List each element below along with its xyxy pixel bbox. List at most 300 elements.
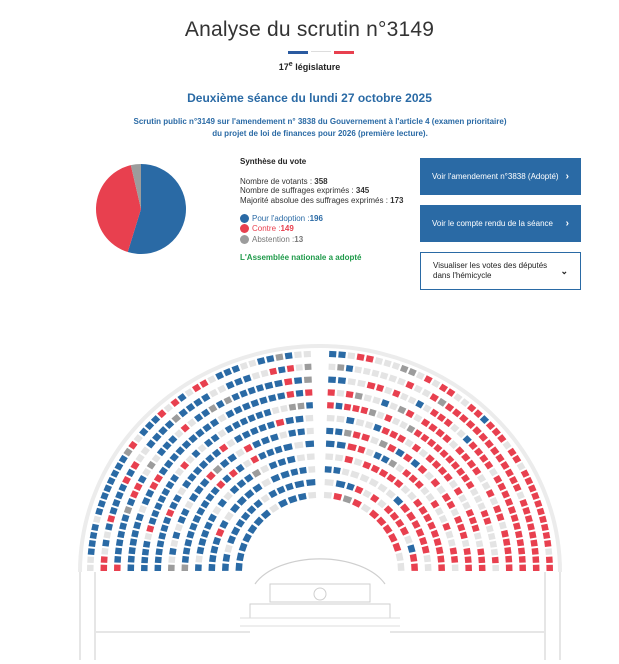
seat bbox=[252, 483, 262, 492]
seat bbox=[141, 557, 148, 563]
seat bbox=[469, 517, 477, 525]
seat bbox=[397, 406, 406, 414]
seat bbox=[446, 388, 455, 397]
chevron-right-icon: › bbox=[565, 170, 569, 182]
seat bbox=[289, 404, 296, 411]
seat bbox=[280, 471, 290, 479]
seat bbox=[381, 399, 390, 407]
seat bbox=[107, 515, 115, 523]
seat bbox=[109, 507, 117, 515]
seat bbox=[161, 488, 170, 496]
seat bbox=[437, 398, 446, 407]
seat bbox=[217, 385, 226, 394]
seat bbox=[347, 443, 357, 451]
seat bbox=[184, 539, 192, 547]
seat bbox=[448, 539, 456, 547]
seat bbox=[461, 453, 470, 462]
seat bbox=[406, 511, 416, 521]
seat bbox=[472, 467, 481, 476]
seat bbox=[305, 389, 312, 396]
seat bbox=[278, 499, 288, 508]
seat bbox=[216, 528, 225, 537]
view-report-label: Voir le compte rendu de la séance bbox=[432, 218, 553, 228]
seat bbox=[193, 466, 202, 475]
seat bbox=[419, 449, 428, 458]
seat bbox=[445, 455, 454, 464]
seat bbox=[401, 485, 411, 494]
seat bbox=[224, 511, 234, 521]
seat bbox=[218, 429, 227, 438]
seat bbox=[473, 409, 482, 418]
seat bbox=[457, 524, 465, 532]
view-report-button[interactable] bbox=[420, 205, 581, 242]
seat bbox=[165, 481, 174, 489]
seat bbox=[122, 476, 131, 484]
seat bbox=[516, 491, 525, 499]
seat bbox=[252, 440, 261, 449]
seat bbox=[405, 410, 414, 419]
seat bbox=[424, 375, 433, 383]
seat bbox=[504, 547, 511, 554]
seat bbox=[222, 563, 229, 570]
seat bbox=[261, 510, 271, 520]
seat bbox=[261, 494, 270, 503]
seat bbox=[467, 404, 476, 413]
seat bbox=[541, 524, 549, 531]
seat bbox=[508, 506, 516, 514]
seat bbox=[115, 491, 124, 499]
seat bbox=[111, 469, 120, 477]
seat bbox=[355, 486, 364, 494]
seat bbox=[252, 469, 261, 478]
seat bbox=[158, 426, 168, 435]
seat bbox=[379, 440, 388, 449]
seat bbox=[372, 397, 381, 405]
seat bbox=[364, 394, 372, 402]
seat bbox=[474, 495, 483, 503]
seat bbox=[496, 513, 504, 521]
seat bbox=[182, 564, 189, 571]
votants-count: Nombre de votants : 358 bbox=[240, 176, 328, 186]
seat bbox=[486, 525, 494, 532]
seat bbox=[224, 544, 232, 553]
seat bbox=[472, 426, 482, 435]
seat bbox=[403, 453, 413, 462]
seat bbox=[370, 436, 379, 444]
seat bbox=[239, 390, 248, 398]
seat bbox=[423, 404, 432, 413]
seat bbox=[192, 384, 201, 393]
seat bbox=[253, 499, 262, 508]
seat bbox=[357, 354, 365, 361]
seat bbox=[201, 500, 210, 509]
seat bbox=[126, 469, 135, 477]
seat bbox=[492, 557, 499, 563]
seat bbox=[226, 381, 235, 389]
seat bbox=[102, 540, 109, 547]
seat bbox=[478, 557, 485, 564]
seat bbox=[128, 547, 135, 554]
seat bbox=[367, 382, 376, 390]
seat bbox=[369, 409, 377, 417]
seat bbox=[201, 409, 210, 418]
seat bbox=[529, 531, 537, 538]
seat bbox=[239, 542, 248, 551]
seat bbox=[395, 448, 405, 457]
seat bbox=[152, 454, 161, 463]
seat bbox=[497, 434, 506, 443]
seat bbox=[346, 417, 355, 424]
seat bbox=[219, 444, 228, 453]
seat bbox=[231, 526, 240, 535]
seat bbox=[329, 351, 336, 358]
seat bbox=[305, 415, 313, 422]
seat bbox=[335, 403, 342, 410]
seat bbox=[347, 352, 355, 359]
seat bbox=[209, 389, 218, 398]
seat bbox=[209, 555, 216, 563]
seat bbox=[328, 364, 335, 371]
seat bbox=[501, 530, 509, 538]
seat bbox=[210, 418, 219, 427]
seat bbox=[435, 507, 444, 516]
seat bbox=[478, 433, 488, 442]
seat bbox=[466, 481, 475, 489]
seat bbox=[400, 365, 409, 373]
seat bbox=[119, 522, 127, 530]
seat bbox=[431, 478, 441, 487]
seat bbox=[477, 502, 485, 510]
seat bbox=[199, 460, 208, 469]
seat bbox=[115, 547, 122, 554]
seat bbox=[277, 392, 285, 399]
seat bbox=[212, 449, 221, 458]
seat bbox=[159, 467, 168, 476]
seat bbox=[463, 435, 472, 444]
seat bbox=[283, 443, 293, 451]
seat bbox=[328, 376, 336, 383]
seat bbox=[304, 351, 311, 358]
seat bbox=[484, 461, 493, 470]
seat bbox=[213, 537, 221, 545]
seat bbox=[146, 439, 155, 448]
seat bbox=[157, 540, 165, 547]
seat bbox=[240, 417, 249, 425]
seat bbox=[298, 493, 307, 501]
seat bbox=[386, 474, 396, 483]
seat bbox=[211, 486, 220, 495]
seat bbox=[247, 505, 256, 514]
seat bbox=[219, 520, 228, 529]
visualize-votes-toggle[interactable] bbox=[420, 252, 581, 290]
seat bbox=[376, 384, 384, 392]
exprimes-count: Nombre de suffrages exprimés : 345 bbox=[240, 186, 370, 195]
seat bbox=[187, 473, 196, 482]
seat bbox=[134, 483, 143, 491]
seat bbox=[258, 424, 267, 432]
view-amendment-button[interactable] bbox=[420, 158, 581, 195]
seat bbox=[397, 563, 404, 571]
seat bbox=[520, 499, 528, 507]
seat bbox=[420, 434, 429, 443]
seat bbox=[545, 548, 552, 555]
seat bbox=[223, 492, 233, 501]
seat bbox=[543, 532, 551, 539]
seat bbox=[93, 516, 101, 524]
seat bbox=[170, 453, 179, 462]
seat bbox=[107, 477, 116, 485]
seat bbox=[434, 538, 442, 546]
seat bbox=[178, 516, 186, 524]
seat bbox=[149, 481, 158, 490]
seat bbox=[484, 439, 493, 448]
seat bbox=[461, 474, 470, 483]
tribune-desk bbox=[270, 584, 370, 602]
seat bbox=[186, 403, 196, 412]
seat bbox=[242, 402, 251, 410]
visualize-votes-label: Visualiser les votes des députés dans l'hémicycle bbox=[433, 261, 548, 280]
seat bbox=[390, 512, 399, 521]
seat bbox=[269, 504, 279, 513]
seat bbox=[344, 456, 353, 464]
seat bbox=[95, 508, 103, 516]
seat bbox=[384, 387, 392, 395]
seat bbox=[260, 465, 269, 474]
seat bbox=[479, 565, 486, 571]
seat bbox=[426, 493, 435, 502]
seat bbox=[532, 556, 539, 563]
seat bbox=[410, 554, 418, 562]
seat bbox=[413, 498, 422, 507]
seat bbox=[537, 508, 545, 516]
hemicycle-side-walls bbox=[80, 572, 560, 660]
seat bbox=[399, 421, 408, 429]
seat bbox=[336, 416, 344, 423]
seat bbox=[336, 480, 346, 488]
seat bbox=[410, 459, 420, 468]
abstention-legend: Abstention : 13 bbox=[240, 234, 410, 245]
seat bbox=[134, 434, 143, 443]
seat bbox=[472, 524, 480, 532]
seat bbox=[388, 533, 397, 543]
seat bbox=[294, 351, 302, 358]
seat bbox=[430, 500, 439, 509]
seat bbox=[431, 530, 439, 538]
seat bbox=[254, 516, 264, 526]
seat bbox=[470, 488, 479, 496]
seat bbox=[220, 459, 230, 468]
seat bbox=[256, 384, 264, 392]
seat bbox=[297, 428, 305, 435]
seat bbox=[462, 502, 471, 510]
seat bbox=[445, 531, 453, 539]
seat bbox=[226, 439, 235, 448]
seat bbox=[325, 466, 332, 473]
seat bbox=[493, 475, 502, 484]
seat bbox=[447, 501, 456, 509]
seat bbox=[532, 548, 539, 555]
seat bbox=[205, 493, 214, 502]
seat bbox=[305, 441, 314, 448]
seat bbox=[128, 564, 135, 571]
seat bbox=[492, 428, 501, 437]
seat bbox=[103, 484, 112, 492]
seat bbox=[509, 476, 518, 484]
seat bbox=[264, 382, 273, 390]
seat bbox=[439, 384, 448, 393]
seat bbox=[236, 464, 245, 473]
seat bbox=[119, 455, 128, 464]
seat bbox=[138, 475, 147, 484]
seat bbox=[400, 393, 409, 401]
seat bbox=[499, 521, 507, 529]
seat bbox=[128, 556, 135, 563]
seat bbox=[421, 418, 430, 427]
seat bbox=[285, 483, 294, 491]
seat bbox=[500, 461, 509, 470]
seat bbox=[342, 468, 350, 476]
seat bbox=[218, 498, 227, 507]
seat bbox=[445, 403, 455, 412]
seat bbox=[437, 555, 444, 562]
seat bbox=[405, 381, 414, 389]
seat bbox=[285, 352, 293, 359]
seat bbox=[155, 565, 162, 571]
seat bbox=[234, 406, 243, 414]
seat bbox=[201, 530, 209, 538]
seat bbox=[480, 415, 489, 424]
seat bbox=[211, 434, 220, 443]
seat bbox=[124, 506, 132, 514]
seat bbox=[91, 524, 99, 531]
seat bbox=[191, 449, 200, 458]
seat bbox=[328, 389, 335, 396]
seat bbox=[490, 497, 499, 505]
seat bbox=[225, 410, 234, 419]
seat bbox=[369, 510, 379, 520]
seat bbox=[395, 464, 404, 473]
seat bbox=[177, 487, 186, 496]
seat bbox=[477, 474, 486, 483]
seat bbox=[266, 448, 275, 456]
seat bbox=[350, 471, 360, 479]
seat bbox=[268, 394, 276, 402]
seat bbox=[170, 474, 179, 483]
seat bbox=[182, 440, 191, 449]
seat bbox=[544, 540, 551, 547]
seat bbox=[397, 378, 406, 386]
seat bbox=[87, 556, 94, 563]
seat bbox=[158, 532, 166, 539]
seat bbox=[354, 458, 363, 466]
seat bbox=[335, 428, 343, 435]
seat bbox=[255, 411, 263, 419]
seat bbox=[519, 564, 526, 571]
seat bbox=[325, 479, 334, 486]
seat bbox=[490, 446, 499, 455]
seat bbox=[100, 492, 108, 500]
seat bbox=[268, 490, 277, 499]
seat bbox=[114, 564, 121, 571]
seat bbox=[269, 461, 278, 469]
view-amendment-label: Voir l'amendement n°3838 (Adopté) bbox=[432, 171, 559, 181]
seat bbox=[425, 564, 432, 571]
legislature-label: 17e législature bbox=[278, 61, 341, 72]
seat bbox=[295, 416, 303, 423]
seat bbox=[223, 368, 232, 376]
seat bbox=[270, 434, 279, 442]
seat bbox=[534, 500, 542, 508]
seat bbox=[277, 486, 286, 494]
seat bbox=[193, 398, 202, 407]
seat bbox=[416, 528, 425, 537]
seat bbox=[195, 555, 202, 562]
seat bbox=[250, 427, 259, 435]
seat bbox=[162, 441, 171, 450]
seat bbox=[105, 523, 113, 530]
seat bbox=[481, 510, 489, 518]
seat bbox=[539, 516, 547, 524]
seat bbox=[453, 393, 462, 402]
seat bbox=[449, 480, 458, 489]
seat bbox=[146, 525, 154, 532]
seat bbox=[263, 409, 271, 417]
seat bbox=[172, 532, 180, 540]
seat bbox=[274, 446, 282, 454]
tribune-seat bbox=[314, 588, 326, 600]
seat bbox=[216, 400, 225, 408]
seat bbox=[525, 477, 534, 485]
seat bbox=[326, 441, 335, 448]
seat bbox=[204, 521, 213, 529]
seat bbox=[261, 370, 269, 378]
seat bbox=[178, 408, 188, 417]
seat bbox=[261, 478, 271, 487]
seat bbox=[346, 391, 354, 398]
seat bbox=[413, 414, 422, 423]
seat bbox=[141, 446, 150, 455]
seat bbox=[502, 441, 511, 450]
seat bbox=[189, 493, 198, 502]
seat bbox=[497, 483, 506, 491]
seat bbox=[362, 461, 371, 469]
seat bbox=[157, 409, 166, 418]
seat bbox=[130, 538, 138, 545]
seat bbox=[476, 540, 484, 547]
seat bbox=[198, 444, 207, 453]
seat bbox=[418, 465, 428, 474]
seat bbox=[171, 414, 181, 423]
seat bbox=[279, 431, 287, 439]
seat bbox=[451, 556, 458, 563]
seat bbox=[337, 441, 346, 448]
seat bbox=[430, 409, 439, 418]
seat bbox=[237, 479, 247, 488]
seat bbox=[377, 483, 387, 492]
seat bbox=[244, 489, 254, 499]
seat bbox=[170, 398, 179, 407]
seat bbox=[247, 524, 257, 534]
seat bbox=[486, 421, 495, 430]
seat bbox=[307, 428, 314, 435]
seat bbox=[527, 523, 535, 530]
seat bbox=[271, 474, 281, 483]
seat bbox=[287, 456, 296, 464]
seat bbox=[175, 467, 184, 476]
seat bbox=[152, 433, 162, 442]
seat bbox=[425, 454, 434, 463]
seat bbox=[230, 485, 240, 494]
